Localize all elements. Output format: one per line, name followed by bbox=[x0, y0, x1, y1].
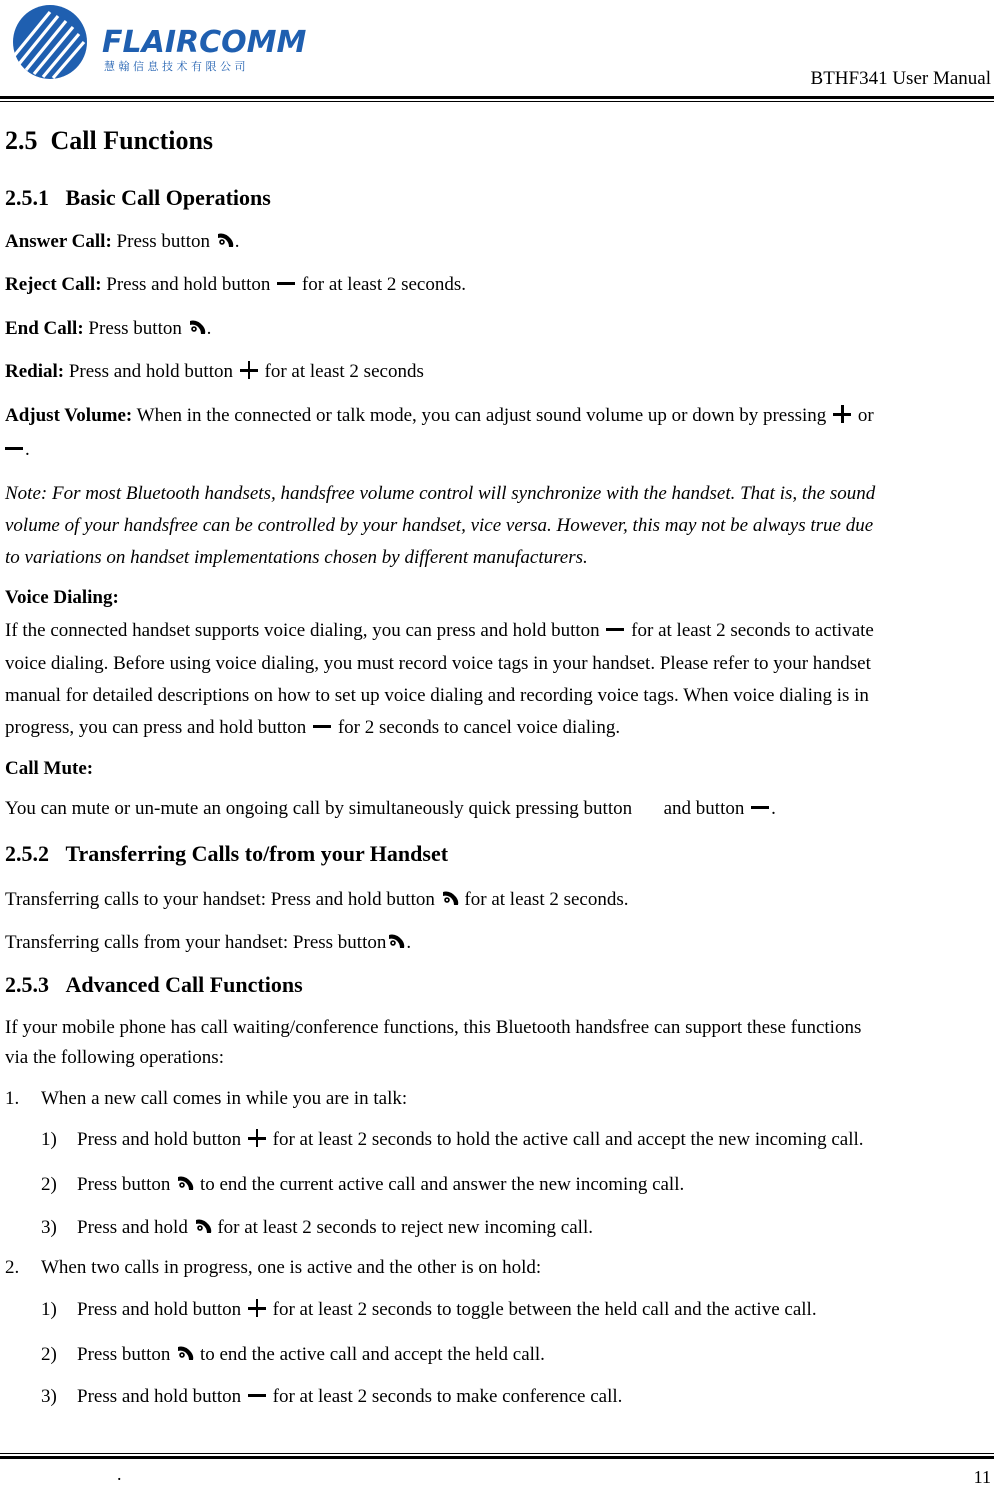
company-logo bbox=[6, 4, 306, 80]
call-mute-line: You can mute or un-mute an ongoing call by simultaneously quick pressing button and button . bbox=[5, 798, 776, 819]
minus-icon bbox=[313, 717, 331, 735]
phone-icon bbox=[440, 889, 460, 907]
phone-icon bbox=[175, 1344, 195, 1362]
list-subitem: 1) Press and hold button for at least 2 seconds to toggle between the held call and the active call. bbox=[41, 1299, 817, 1320]
phone-icon bbox=[386, 932, 406, 950]
plus-icon bbox=[248, 1129, 266, 1147]
plus-icon bbox=[248, 1299, 266, 1317]
note-line-3: to variations on handset implementations chosen by different manufacturers. bbox=[5, 547, 588, 568]
footer-rule-thin bbox=[0, 1453, 994, 1454]
adjust-volume-line: Adjust Volume: When in the connected or talk mode, you can adjust sound volume up or down by pressing or bbox=[5, 405, 874, 426]
answer-call-line: Answer Call: Press button . bbox=[5, 231, 240, 252]
advanced-intro-line-2: via the following operations: bbox=[5, 1047, 224, 1068]
redial-line: Redial: Press and hold button for at least 2 seconds bbox=[5, 361, 424, 382]
page-number: 11 bbox=[973, 1467, 991, 1487]
plus-icon bbox=[240, 361, 258, 379]
reject-call-line: Reject Call: Press and hold button for at least 2 seconds. bbox=[5, 274, 467, 295]
voice-dialing-line-1: If the connected handset supports voice dialing, you can press and hold button for at least 2 seconds to activate bbox=[5, 620, 874, 641]
list-item: 1. When a new call comes in while you are in talk: bbox=[5, 1088, 408, 1109]
adjust-volume-line-2: . bbox=[5, 439, 30, 461]
call-mute-label: Call Mute: bbox=[5, 758, 94, 779]
phone-icon bbox=[215, 231, 235, 249]
header-rule-thin bbox=[0, 101, 994, 102]
minus-icon bbox=[751, 798, 769, 816]
header-rule bbox=[0, 96, 994, 99]
minus-icon bbox=[277, 274, 295, 292]
plus-icon bbox=[833, 405, 851, 423]
phone-icon bbox=[187, 318, 207, 336]
list-subitem: 2) Press button to end the active call and accept the held call. bbox=[41, 1344, 545, 1365]
transfer-from-handset-line: Transferring calls from your handset: Press button . bbox=[5, 932, 412, 953]
voice-dialing-line-3: manual for detailed descriptions on how to set up voice dialing and recording voice tags. When voice dialing is in bbox=[5, 685, 869, 706]
note-line-1: Note: For most Bluetooth handsets, handsfree volume control will synchronize with the handset. That is, the sound bbox=[5, 483, 876, 504]
list-subitem: 1) Press and hold button for at least 2 seconds to hold the active call and accept the new incoming call. bbox=[41, 1129, 864, 1150]
list-subitem: 3) Press and hold for at least 2 seconds to reject new incoming call. bbox=[41, 1217, 593, 1238]
footer-rule bbox=[0, 1456, 994, 1459]
flaircomm-logo-icon bbox=[6, 4, 306, 80]
list-subitem: 3) Press and hold button for at least 2 seconds to make conference call. bbox=[41, 1386, 623, 1407]
phone-icon bbox=[175, 1174, 195, 1192]
voice-dialing-line-2: voice dialing. Before using voice dialing, you must record voice tags in your handset. Please refer to your handset bbox=[5, 653, 871, 674]
subsection-heading-2-5-2: 2.5.2 Transferring Calls to/from your Handset bbox=[5, 841, 449, 866]
end-call-line: End Call: Press button . bbox=[5, 318, 212, 339]
minus-icon bbox=[248, 1386, 266, 1404]
document-title: BTHF341 User Manual bbox=[810, 68, 991, 89]
transfer-to-handset-line: Transferring calls to your handset: Press and hold button for at least 2 seconds. bbox=[5, 889, 629, 910]
voice-dialing-label: Voice Dialing: bbox=[5, 587, 119, 608]
subsection-heading-2-5-3: 2.5.3 Advanced Call Functions bbox=[5, 972, 303, 997]
note-line-2: volume of your handsfree can be controlled by your handset, vice versa. However, this may not be always true due bbox=[5, 515, 874, 536]
list-item: 2. When two calls in progress, one is active and the other is on hold: bbox=[5, 1257, 542, 1278]
voice-dialing-line-4: progress, you can press and hold button for 2 seconds to cancel voice dialing. bbox=[5, 717, 621, 738]
list-subitem: 2) Press button to end the current active call and answer the new incoming call. bbox=[41, 1174, 685, 1195]
section-heading: 2.5 Call Functions bbox=[5, 126, 214, 155]
brand-subtitle: 慧 翰 信 息 技 术 有 限 公 司 bbox=[104, 60, 246, 73]
advanced-intro-line-1: If your mobile phone has call waiting/conference functions, this Bluetooth handsfree can support these functions bbox=[5, 1017, 862, 1038]
phone-icon bbox=[193, 1217, 213, 1235]
subsection-heading-2-5-1: 2.5.1 Basic Call Operations bbox=[5, 185, 271, 210]
footer-dot: . bbox=[117, 1464, 122, 1484]
minus-icon bbox=[606, 620, 624, 638]
brand-name: FLAIRCOMM bbox=[102, 25, 306, 60]
minus-icon bbox=[5, 439, 23, 457]
